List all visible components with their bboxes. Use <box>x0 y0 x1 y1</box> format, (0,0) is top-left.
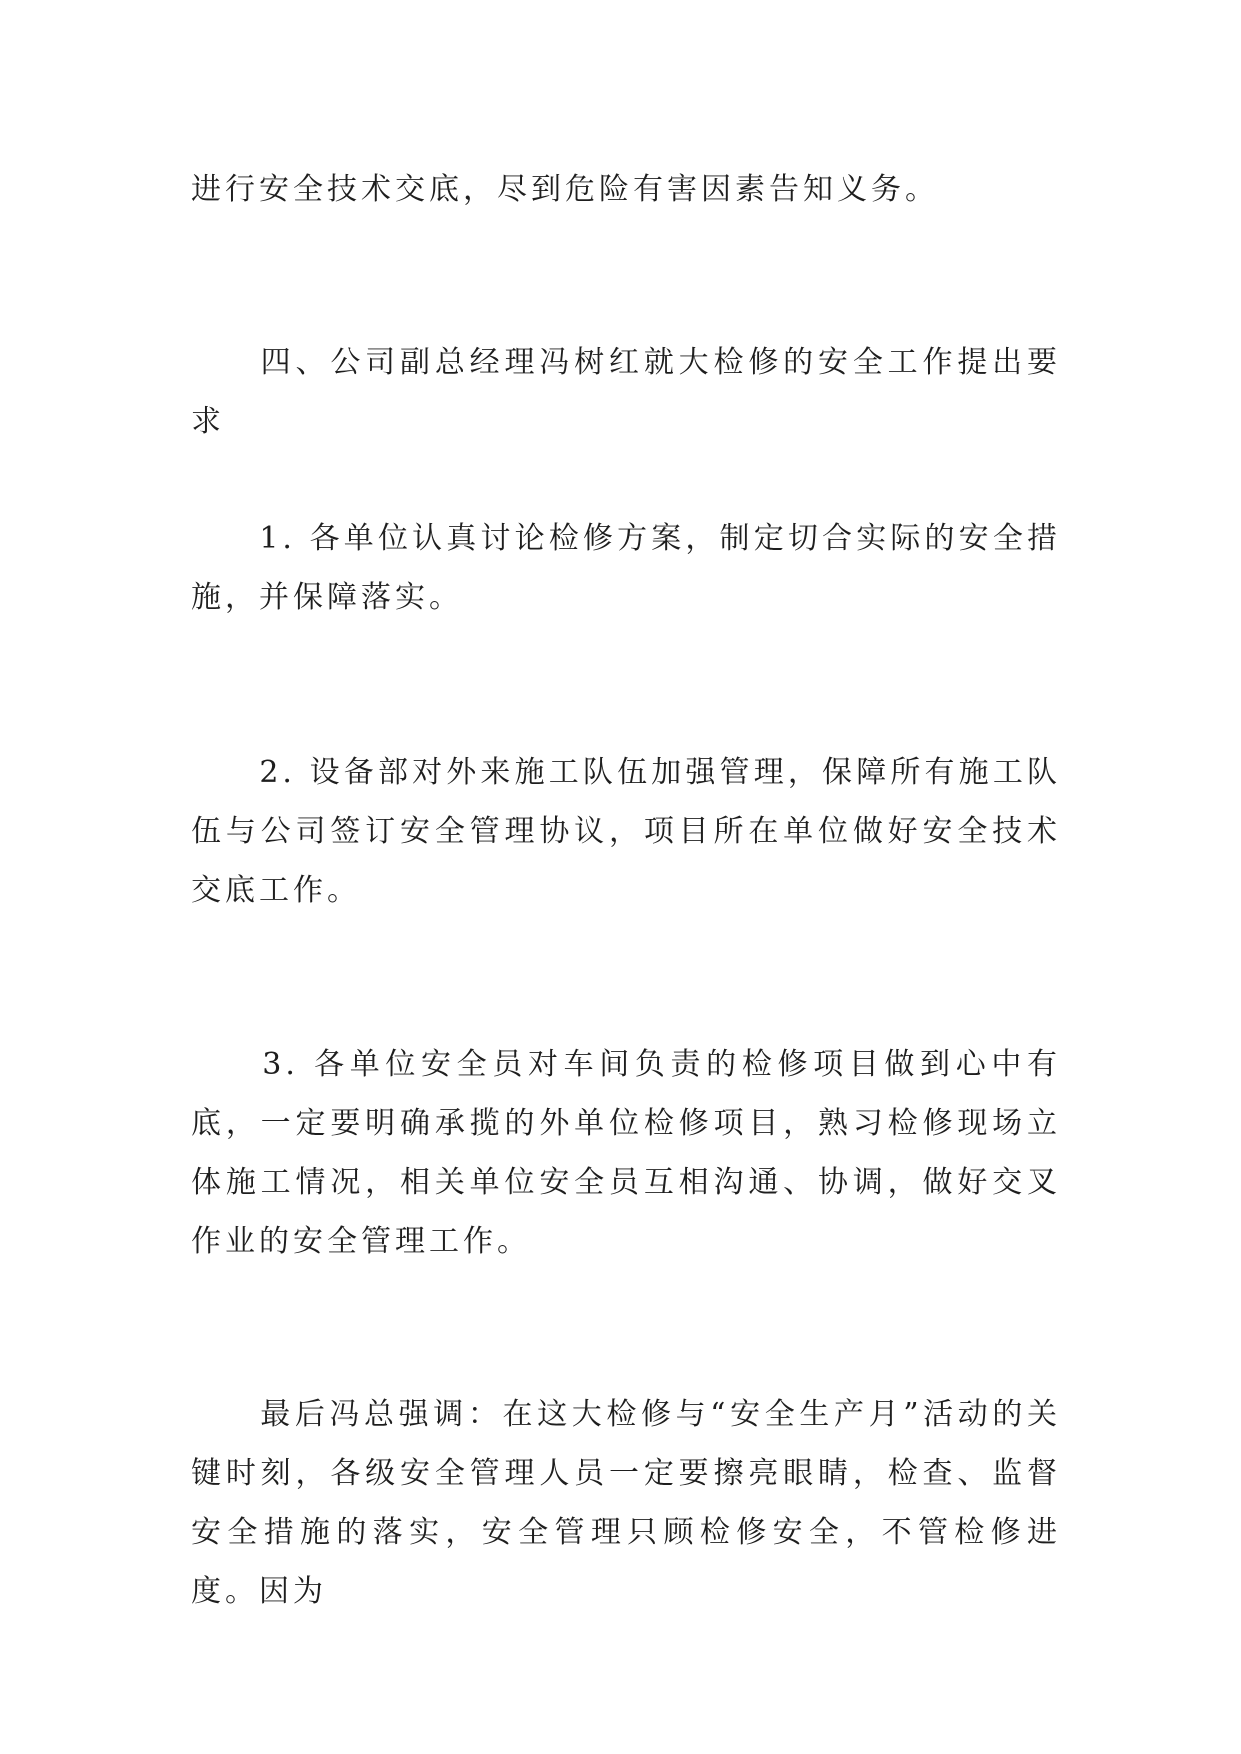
paragraph-continuation: 进行安全技术交底，尽到危险有害因素告知义务。 <box>191 172 939 207</box>
list-item-1: 1. 各单位认真讨论检修方案，制定切合实际的安全措施，并保障落实。 <box>191 521 1061 615</box>
closing-paragraph: 最后冯总强调：在这大检修与“安全生产月”活动的关键时刻，各级安全管理人员一定要擦亮眼睛，检查、监督安全措施的落实，安全管理只顾检修安全，不管检修进度。因为 <box>191 1397 1061 1609</box>
list-item-2: 2. 设备部对外来施工队伍加强管理，保障所有施工队伍与公司签订安全管理协议，项目所在单位做好安全技术交底工作。 <box>191 755 1061 908</box>
section-heading-four: 四、公司副总经理冯树红就大检修的安全工作提出要求 <box>191 345 1061 439</box>
list-item-3: 3. 各单位安全员对车间负责的检修项目做到心中有底，一定要明确承揽的外单位检修项目，熟习检修现场立体施工情况，相关单位安全员互相沟通、协调，做好交叉作业的安全管理工作。 <box>191 1047 1061 1259</box>
